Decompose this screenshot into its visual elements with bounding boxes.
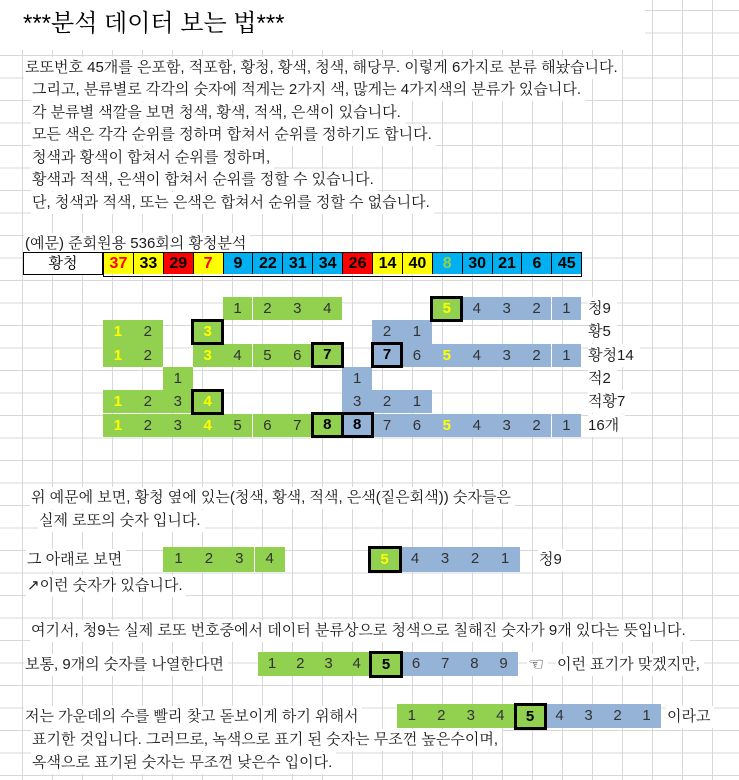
rank-cell: 4 — [312, 297, 342, 320]
rank-cell: 2 — [253, 297, 283, 320]
rank-cell: 3 — [492, 344, 522, 367]
rank-cell: 1 — [163, 367, 193, 390]
lotto-number-cell: 31 — [283, 253, 313, 274]
example-a-note: ↗이런 숫자가 있습니다. — [26, 575, 186, 597]
lotto-number-cell: 7 — [194, 253, 224, 274]
rank-cell: 1 — [342, 367, 372, 390]
rank-cell: 4 — [462, 414, 492, 437]
rank-cell: 3 — [342, 390, 372, 413]
row-label-16gae: 16개 — [588, 414, 625, 437]
closing-line-1: 표기한 것입니다. 그러므로, 녹색으로 표기 된 숫자는 무조껀 높은수이며, — [31, 729, 502, 751]
note-line-2: 실제 로또의 숫자 입니다. — [38, 510, 205, 532]
rank-cell: 6 — [402, 414, 432, 437]
lotto-number-cell: 8 — [433, 253, 463, 274]
intro-line-2: 그리고, 분류별로 각각의 숫자에 적게는 2가지 색, 많게는 4가지색의 분류가 있습니다. — [31, 79, 585, 101]
rank-cell: 3 — [224, 547, 254, 572]
rank-cell: 5 — [432, 414, 462, 437]
rank-cell: 2 — [194, 547, 224, 572]
rank-cell: 2 — [522, 344, 552, 367]
boxed-rank-cell: 8 — [341, 412, 374, 438]
intro-line-7: 단, 청색과 적색, 또는 은색은 합쳐서 순위를 정할 수 없습니다. — [31, 192, 434, 214]
rank-cell: 4 — [462, 344, 492, 367]
rank-cell: 7 — [372, 414, 402, 437]
rank-cell: 9 — [489, 652, 518, 676]
lotto-number-cell: 22 — [253, 253, 283, 274]
rank-cell: 3 — [282, 297, 312, 320]
rank-cell: 2 — [286, 652, 314, 676]
example-c-prefix: 저는 가운데의 수를 빨리 찾고 돋보이게 하기 위해서 — [24, 706, 362, 728]
rank-cell: 3 — [163, 390, 193, 413]
lotto-number-cell: 33 — [134, 253, 164, 274]
rank-cell: 7 — [282, 414, 312, 437]
lotto-number-cell: 9 — [224, 253, 254, 274]
rank-cell: 1 — [103, 320, 133, 343]
page-title: ***분석 데이터 보는 법*** — [22, 2, 289, 46]
rank-cell: 1 — [552, 344, 582, 367]
lotto-number-cell: 40 — [403, 253, 433, 274]
intro-line-4: 모든 색은 각각 순위를 정하며 합쳐서 순위를 정하기도 합니다. — [31, 124, 436, 146]
rank-cell: 2 — [133, 320, 163, 343]
rank-cell: 1 — [552, 414, 582, 437]
rank-cell: 3 — [430, 547, 460, 572]
rank-cell: 1 — [552, 297, 582, 320]
row-label-jeok2: 적2 — [588, 367, 617, 390]
rank-cell: 1 — [402, 320, 432, 343]
example-a-label: 청9 — [538, 549, 566, 571]
rank-cell: 3 — [163, 414, 193, 437]
lotto-number-cell: 29 — [164, 253, 194, 274]
lotto-number-cell: 6 — [522, 253, 552, 274]
rank-cell: 3 — [574, 704, 603, 728]
rank-cell: 4 — [223, 344, 253, 367]
rank-cell: 7 — [431, 652, 460, 676]
rank-cell: 8 — [460, 652, 489, 676]
rank-cell: 2 — [460, 547, 490, 572]
rank-cell: 2 — [133, 390, 163, 413]
rank-cell: 1 — [490, 547, 520, 572]
lotto-number-cell: 34 — [313, 253, 343, 274]
rank-cell: 2 — [522, 414, 552, 437]
rank-cell: 4 — [400, 547, 430, 572]
boxed-rank-cell: 7 — [371, 342, 404, 368]
lotto-number-cell: 37 — [104, 253, 134, 274]
rank-cell: 3 — [492, 297, 522, 320]
boxed-rank-cell: 5 — [369, 651, 403, 678]
rank-cell: 2 — [427, 704, 457, 728]
boxed-rank-cell: 4 — [191, 389, 224, 415]
rank-cell: 4 — [343, 652, 371, 676]
pointing-hand-icon: ☜ — [527, 652, 548, 676]
rank-cell: 5 — [432, 344, 462, 367]
row-label-cheong9: 청9 — [588, 297, 617, 320]
lotto-number-cell: 45 — [552, 253, 581, 274]
example-a-prefix: 그 아래로 보면 — [26, 549, 126, 571]
boxed-rank-cell: 5 — [514, 703, 547, 730]
rank-cell: 3 — [193, 344, 223, 367]
rank-cell: 2 — [133, 414, 163, 437]
rank-cell: 4 — [255, 547, 285, 572]
example-b-prefix: 보통, 9개의 숫자를 나열한다면 — [24, 654, 228, 676]
rank-cell: 5 — [223, 414, 253, 437]
row-label-jeokhwang7: 적황7 — [588, 390, 631, 413]
rank-cell: 6 — [253, 414, 283, 437]
rank-cell: 2 — [372, 390, 402, 413]
rank-cell: 3 — [456, 704, 486, 728]
rank-cell: 1 — [402, 390, 432, 413]
rank-cell: 6 — [402, 344, 432, 367]
rank-cell: 6 — [282, 344, 312, 367]
boxed-rank-cell: 3 — [191, 319, 224, 345]
row-label-hwang5: 황5 — [588, 320, 617, 343]
cheong9-paragraph: 여기서, 청9는 실제 로또 번호중에서 데이터 분류상으로 청색으로 칠해진 숫자가 9개 있다는 뜻입니다. — [30, 620, 690, 642]
rank-cell: 3 — [314, 652, 342, 676]
lotto-number-cell: 26 — [343, 253, 373, 274]
rank-cell: 2 — [603, 704, 632, 728]
example-b-suffix: 이런 표기가 맞겠지만, — [556, 654, 704, 676]
example-c-suffix: 이라고 — [666, 706, 714, 728]
lotto-number-cell: 30 — [463, 253, 493, 274]
rank-cell: 2 — [372, 320, 402, 343]
rank-cell: 1 — [632, 704, 661, 728]
lotto-number-header-row — [103, 252, 582, 277]
rank-cell: 1 — [397, 704, 427, 728]
intro-line-3: 각 분류별 색깔을 보면 청색, 황색, 적색, 은색이 있습니다. — [31, 102, 405, 124]
example-caption: (예문) 준회원용 536회의 황청분석 — [24, 233, 250, 255]
boxed-rank-cell: 5 — [430, 296, 463, 322]
lotto-number-cell: 21 — [493, 253, 523, 274]
rank-cell: 4 — [462, 297, 492, 320]
rank-cell: 2 — [522, 297, 552, 320]
row-label-hwangcheong14: 황청14 — [588, 344, 640, 367]
rank-cell: 6 — [401, 652, 430, 676]
rank-cell: 1 — [103, 414, 133, 437]
rank-cell: 4 — [545, 704, 574, 728]
closing-line-2: 옥색으로 표기된 숫자는 무조껀 낮은수 입이다. — [31, 752, 336, 774]
boxed-rank-cell: 5 — [368, 546, 402, 574]
boxed-rank-cell: 7 — [311, 342, 344, 368]
lotto-number-cell: 14 — [373, 253, 403, 274]
rank-cell: 3 — [492, 414, 522, 437]
rank-cell: 1 — [223, 297, 253, 320]
rank-cell: 1 — [258, 652, 286, 676]
rank-cell: 1 — [103, 390, 133, 413]
row-header-cell: 황청 — [23, 252, 103, 275]
rank-cell: 4 — [193, 414, 223, 437]
rank-cell: 2 — [133, 344, 163, 367]
rank-cell: 5 — [253, 344, 283, 367]
intro-line-6: 황색과 적색, 은색이 합쳐서 순위를 정할 수 있습니다. — [31, 169, 378, 191]
boxed-rank-cell: 8 — [311, 412, 344, 438]
note-line-1: 위 예문에 보면, 황청 옆에 있는(청색, 황색, 적색, 은색(짙은회색)) 숫자들은 — [30, 487, 515, 509]
rank-cell: 4 — [486, 704, 516, 728]
rank-cell: 1 — [103, 344, 133, 367]
intro-line-5: 청색과 황색이 합쳐서 순위를 정하며, — [31, 147, 274, 169]
intro-line-1: 로또번호 45개를 은포함, 적포함, 황청, 황색, 청색, 해당무. 이렇게 6가지로 분류 해놨습니다. — [24, 57, 622, 79]
rank-cell: 1 — [163, 547, 193, 572]
